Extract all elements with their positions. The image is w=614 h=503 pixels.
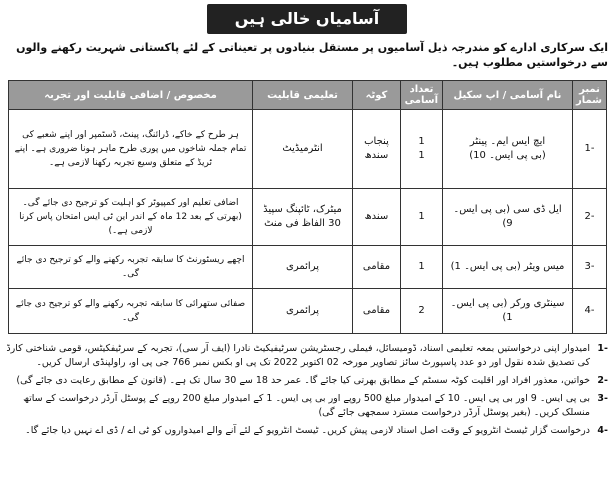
cell-experience: ہر طرح کے خاکے، ڈرائنگ، پینٹ، ڈسٹمپر اور اپنے شعبے کی تمام جملہ شاخوں میں پوری طرح ماہر ہونا ضروری ہے۔ اپنے ٹریڈ کے متعلق وسیع تجربہ رکھنا لازمی ہے۔ <box>9 110 253 189</box>
post-scale: (بی پی ایس۔ 10) <box>469 150 546 162</box>
title-area <box>0 4 614 34</box>
cell-experience: اچھے ریسٹورنٹ کا سابقہ تجربہ رکھنے والے کو ترجیح دی جائے گی۔ <box>9 246 253 289</box>
cell-count: 1 <box>401 246 443 289</box>
header-count: تعداد آسامی <box>401 81 443 110</box>
cell-post: میس ویٹر (بی پی ایس۔ 1) <box>443 246 573 289</box>
cell-quota: سندھ <box>353 189 401 246</box>
note-number: -3 <box>597 393 608 404</box>
count-punjab: 1 <box>418 136 425 148</box>
table-row <box>9 110 607 189</box>
post-name: ایچ ایس ایم۔ پینٹر <box>469 136 546 148</box>
cell-count: 1 <box>401 189 443 246</box>
note-text: امیدوار اپنی درخواستیں بمعہ تعلیمی اسناد، ڈومیسائل، فیملی رجسٹریشن سرٹیفیکیٹ نادرا (ایف آر سی)، تجربہ کے سرٹیفکیٹس، قومی شناختی کارڈ کی تصدیق شدہ نقول اور دو عدد پاسپورٹ سائز تصاویر مورخہ 02 اکتوبر 2022 تک پی او بکس نمبر 766 جی پی او، راولپنڈی ارسال کریں۔ <box>6 343 590 368</box>
cell-count: 2 <box>401 289 443 334</box>
note-number: -2 <box>597 375 608 386</box>
cell-experience: اضافی تعلیم اور کمپیوٹر کو اہلیت کو ترجیح دی جائے گی۔ (بھرتی کے بعد 12 ماہ کے اندر این ٹی ایس امتحان پاس کرنا لازمی ہے۔) <box>9 189 253 246</box>
quota-punjab: پنجاب <box>364 136 389 148</box>
note-text: خواتین، معذور افراد اور اقلیت کوٹہ سسٹم کے مطابق بھرتی کیا جائے گا۔ عمر حد 18 سے 30 سال تک ہے۔ (قانون کے مطابق رعایت دی جائے گی) <box>16 375 590 386</box>
cell-serial: -4 <box>573 289 607 334</box>
table-row <box>9 246 607 289</box>
list-item <box>6 342 608 370</box>
header-quota: کوٹہ <box>353 81 401 110</box>
cell-qualification: میٹرک، ٹائپنگ سپیڈ 30 الفاظ فی منٹ <box>253 189 353 246</box>
page-title: آسامیاں خالی ہیں <box>207 4 408 34</box>
cell-post: سینٹری ورکر (بی پی ایس۔ 1) <box>443 289 573 334</box>
cell-post <box>443 110 573 189</box>
note-text: درخواست گزار ٹیسٹ انٹرویو کے وقت اصل اسناد لازمی پیش کریں۔ ٹیسٹ انٹرویو کے لئے آنے والے امیدواروں کو ٹی اے / ڈی اے نہیں دیا جائے گا۔ <box>25 425 590 436</box>
instructions-list <box>6 342 608 442</box>
header-experience: مخصوص / اضافی قابلیت اور تجربہ <box>9 81 253 110</box>
note-number: -1 <box>597 343 608 354</box>
table-row <box>9 289 607 334</box>
header-serial: نمبر شمار <box>573 81 607 110</box>
cell-quota: مقامی <box>353 246 401 289</box>
header-post: نام آسامی / اپ سکیل <box>443 81 573 110</box>
cell-quota: مقامی <box>353 289 401 334</box>
cell-count <box>401 110 443 189</box>
cell-qualification: پرائمری <box>253 289 353 334</box>
quota-sindh: سندھ <box>364 150 389 162</box>
cell-serial: -3 <box>573 246 607 289</box>
table-row <box>9 189 607 246</box>
list-item <box>6 374 608 388</box>
cell-qualification: انٹرمیڈیٹ <box>253 110 353 189</box>
intro-paragraph: ایک سرکاری ادارے کو مندرجہ ذیل آسامیوں پر مستقل بنیادوں پر تعیناتی کے لئے پاکستانی شہریت رکھنے والوں سے درخواستیں مطلوب ہیں۔ <box>16 41 608 69</box>
cell-post: ایل ڈی سی (بی پی ایس۔ 9) <box>443 189 573 246</box>
cell-serial: -1 <box>573 110 607 189</box>
vacancies-table <box>8 80 607 334</box>
note-text: بی پی ایس۔ 9 اور بی پی ایس۔ 10 کے امیدوار مبلغ 500 روپے اور بی پی ایس۔ 1 کے امیدوار مبلغ 200 روپے کے پوسٹل آرڈر درخواست کے ساتھ منسلک کریں۔ (بغیر پوسٹل آرڈر درخواست مسترد سمجھی جائے گی) <box>23 393 590 418</box>
cell-serial: -2 <box>573 189 607 246</box>
list-item <box>6 392 608 420</box>
note-number: -4 <box>597 425 608 436</box>
count-sindh: 1 <box>418 150 425 162</box>
table-header-row <box>9 81 607 110</box>
cell-qualification: پرائمری <box>253 246 353 289</box>
list-item <box>6 424 608 438</box>
cell-quota <box>353 110 401 189</box>
cell-experience: صفائی ستھرائی کا سابقہ تجربہ رکھنے والے کو ترجیح دی جائے گی۔ <box>9 289 253 334</box>
header-qualification: تعلیمی قابلیت <box>253 81 353 110</box>
